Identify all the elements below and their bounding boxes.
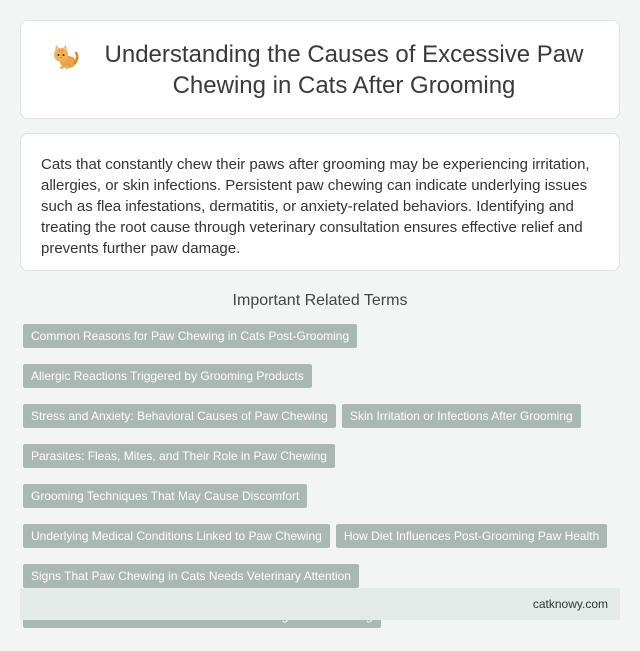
related-term-tag[interactable]: Grooming Techniques That May Cause Discomfort xyxy=(23,484,307,508)
title-wrap xyxy=(51,39,589,101)
related-term-tag[interactable]: Parasites: Fleas, Mites, and Their Role in Paw Chewing xyxy=(23,444,335,468)
footer-site-name[interactable]: catknowy.com xyxy=(532,597,608,611)
page-title: Understanding the Causes of Excessive Paw Chewing in Cats After Grooming xyxy=(104,40,584,99)
summary-text: Cats that constantly chew their paws after grooming may be experiencing irritation, allergies, or skin infections. Persistent paw chewing can indicate underlying issues such as flea infestations, dermatitis, or anxiety-related behaviors. Identifying and treating the root cause through veterinary consultation ensures effective relief and prevents further paw damage. xyxy=(41,156,590,257)
cat-face-icon xyxy=(51,43,79,71)
related-term-tag[interactable]: Allergic Reactions Triggered by Grooming Products xyxy=(23,364,312,388)
summary-card xyxy=(20,133,620,271)
related-term-tag[interactable]: Common Reasons for Paw Chewing in Cats Post-Grooming xyxy=(23,324,357,348)
related-term-tag[interactable]: Skin Irritation or Infections After Grooming xyxy=(342,404,581,428)
related-term-tag[interactable]: Underlying Medical Conditions Linked to Paw Chewing xyxy=(23,524,330,548)
title-card xyxy=(20,20,620,119)
related-term-tag[interactable]: How Diet Influences Post-Grooming Paw Health xyxy=(336,524,607,548)
footer xyxy=(20,588,620,620)
related-term-tag[interactable]: Stress and Anxiety: Behavioral Causes of Paw Chewing xyxy=(23,404,336,428)
related-terms-list xyxy=(23,324,623,628)
related-term-tag[interactable]: Signs That Paw Chewing in Cats Needs Veterinary Attention xyxy=(23,564,359,588)
related-terms-heading: Important Related Terms xyxy=(232,292,408,309)
